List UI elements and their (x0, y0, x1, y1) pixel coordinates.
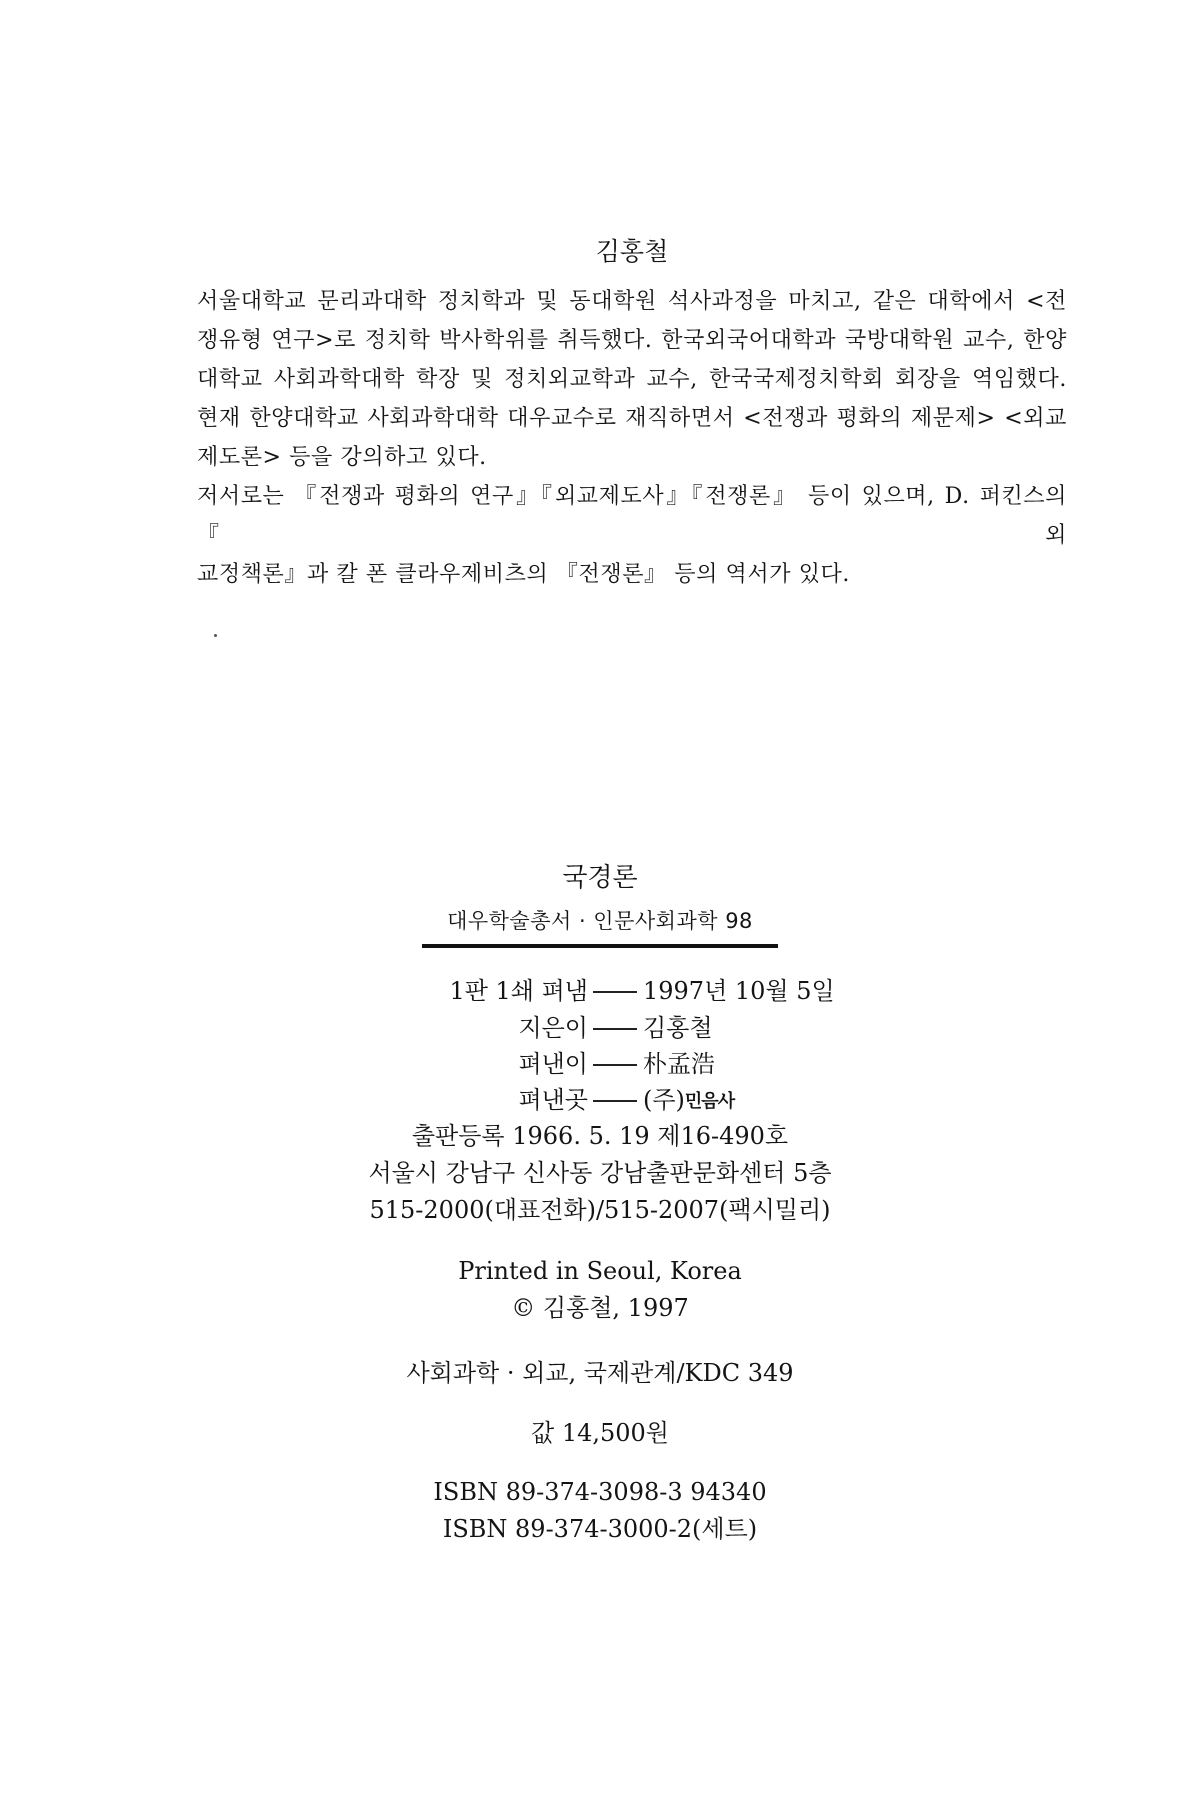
copyright: © 김홍철, 1997 (511, 1294, 689, 1322)
minumsa-logo: 민음사 (684, 1091, 735, 1112)
printed-location: Printed in Seoul, Korea (458, 1257, 742, 1285)
bio-line: 서울대학교 문리과대학 정치학과 및 동대학원 석사과정을 마치고, 같은 대학에서 <전 (197, 289, 1067, 314)
title-rule (422, 944, 778, 948)
isbn-volume: ISBN 89-374-3098-3 94340 (433, 1478, 767, 1506)
leader-dash (593, 1100, 637, 1102)
bio-line: 저서로는 『전쟁과 평화의 연구』『외교제도사』『전쟁론』 등이 있으며, D. 퍼킨스의 『외 (197, 484, 1067, 548)
publisher-label: 펴낸이 (518, 1050, 588, 1078)
colophon-header (0, 858, 1200, 948)
leader-dash (593, 1064, 637, 1066)
bio-line: 대학교 사회과학대학 학장 및 정치외교학과 교수, 한국국제정치학회 회장을 역임했다. (197, 367, 1067, 392)
press-row (0, 1084, 1200, 1116)
edition-date: 1997년 10월 5일 (643, 977, 835, 1005)
edition-row (0, 975, 1200, 1007)
edition-label: 1판 1쇄 펴냄 (449, 977, 588, 1005)
bio-line: 제도론> 등을 강의하고 있다. (197, 445, 487, 470)
author-row (0, 1012, 1200, 1044)
author-name: 김홍철 (595, 237, 669, 266)
isbn-set: ISBN 89-374-3000-2(세트) (442, 1515, 758, 1543)
publisher-row (0, 1048, 1200, 1080)
press-value (643, 1084, 734, 1118)
bio-line: 교정책론』과 칼 폰 클라우제비츠의 『전쟁론』 등의 역서가 있다. (197, 562, 850, 587)
publisher-value: 朴孟浩 (643, 1050, 715, 1078)
author-bio (197, 232, 1067, 594)
press-prefix: (주) (643, 1086, 685, 1114)
scan-speck (214, 634, 217, 637)
author-label: 지은이 (518, 1014, 588, 1042)
book-title: 국경론 (562, 863, 638, 893)
phone: 515-2000(대표전화)/515-2007(팩시밀리) (369, 1196, 831, 1224)
series-title: 대우학술총서 · 인문사회과학 98 (447, 909, 753, 933)
leader-dash (593, 1028, 637, 1030)
leader-dash (593, 991, 637, 993)
author-value: 김홍철 (643, 1014, 713, 1042)
bio-line: 현재 한양대학교 사회과학대학 대우교수로 재직하면서 <전쟁과 평화의 제문제> <외교 (197, 406, 1067, 431)
press-label: 펴낸곳 (518, 1086, 588, 1114)
price: 값 14,500원 (531, 1419, 669, 1447)
registration: 출판등록 1966. 5. 19 제16-490호 (411, 1122, 789, 1150)
address: 서울시 강남구 신사동 강남출판문화센터 5층 (368, 1159, 832, 1187)
bio-line: 쟁유형 연구>로 정치학 박사학위를 취득했다. 한국외국어대학과 국방대학원 교수, 한양 (197, 328, 1067, 353)
classification: 사회과학 · 외교, 국제관계/KDC 349 (406, 1359, 794, 1387)
